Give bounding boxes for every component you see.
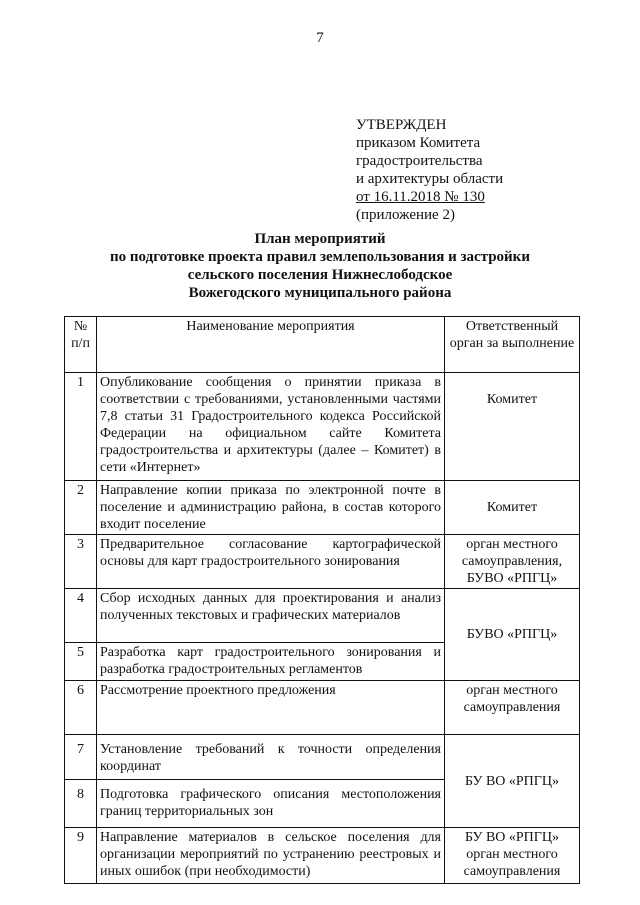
row-activity: Опубликование сообщения о принятии приказа в соответствии с требованиями, установленными частями 7,8 статьи 31 Градостроительного кодекса Российской Федерации на официальном сайте Комитета градостроительства и архитектуры (далее – Комитет) в сети «Интернет» [97, 373, 445, 481]
row-num: 9 [65, 828, 97, 884]
table-row [65, 828, 580, 884]
table-row [65, 373, 580, 481]
approval-block [356, 116, 503, 224]
row-activity: Предварительное согласование картографической основы для карт градостроительного зонирования [97, 535, 445, 589]
approval-line: приказом Комитета [356, 135, 481, 151]
title-line: по подготовке проекта правил землепользования и застройки [110, 249, 530, 265]
row-responsible: БУВО «РПГЦ» [445, 589, 580, 681]
header-num: № п/п [65, 317, 97, 373]
row-responsible: Комитет [445, 373, 580, 481]
document-title [0, 230, 640, 302]
row-responsible: орган местного самоуправления [445, 681, 580, 735]
row-activity: Сбор исходных данных для проектирования и анализ полученных текстовых и графических материалов [97, 589, 445, 643]
row-num: 2 [65, 481, 97, 535]
row-activity: Направление материалов в сельское поселения для организации мероприятий по устранению реестровых и иных ошибок (при необходимости) [97, 828, 445, 884]
plan-table [64, 316, 580, 884]
row-num: 5 [65, 643, 97, 681]
header-name: Наименование мероприятия [97, 317, 445, 373]
row-num: 1 [65, 373, 97, 481]
approval-order-date: от 16.11.2018 № 130 [356, 189, 485, 205]
row-num: 6 [65, 681, 97, 735]
row-responsible: БУ ВО «РПГЦ» [445, 735, 580, 828]
row-activity: Направление копии приказа по электронной почте в поселение и администрацию района, в состав которого входит поселение [97, 481, 445, 535]
table-row [65, 589, 580, 643]
table-row [65, 735, 580, 780]
approval-appendix: (приложение 2) [356, 207, 455, 223]
title-line: План мероприятий [254, 231, 386, 247]
row-num: 3 [65, 535, 97, 589]
row-num: 4 [65, 589, 97, 643]
row-activity: Подготовка графического описания местоположения границ территориальных зон [97, 780, 445, 828]
approval-title: УТВЕРЖДЕН [356, 117, 447, 133]
title-line: сельского поселения Нижнеслободское [187, 267, 453, 283]
table-row [65, 481, 580, 535]
title-line: Вожегодского муниципального района [188, 285, 452, 301]
approval-line: градостроительства [356, 153, 483, 169]
row-responsible: орган местного самоуправления, БУВО «РПГЦ» [445, 535, 580, 589]
row-activity: Установление требований к точности определения координат [97, 735, 445, 780]
page-number: 7 [316, 30, 324, 46]
row-responsible: БУ ВО «РПГЦ» орган местного самоуправления [445, 828, 580, 884]
row-num: 7 [65, 735, 97, 780]
row-activity: Рассмотрение проектного предложения [97, 681, 445, 735]
table-row [65, 681, 580, 735]
table-row [65, 535, 580, 589]
row-activity: Разработка карт градостроительного зонирования и разработка градостроительных регламентов [97, 643, 445, 681]
approval-line: и архитектуры области [356, 171, 504, 187]
table-header-row [65, 317, 580, 373]
row-num: 8 [65, 780, 97, 828]
header-responsible: Ответственный орган за выполнение [445, 317, 580, 373]
row-responsible: Комитет [445, 481, 580, 535]
